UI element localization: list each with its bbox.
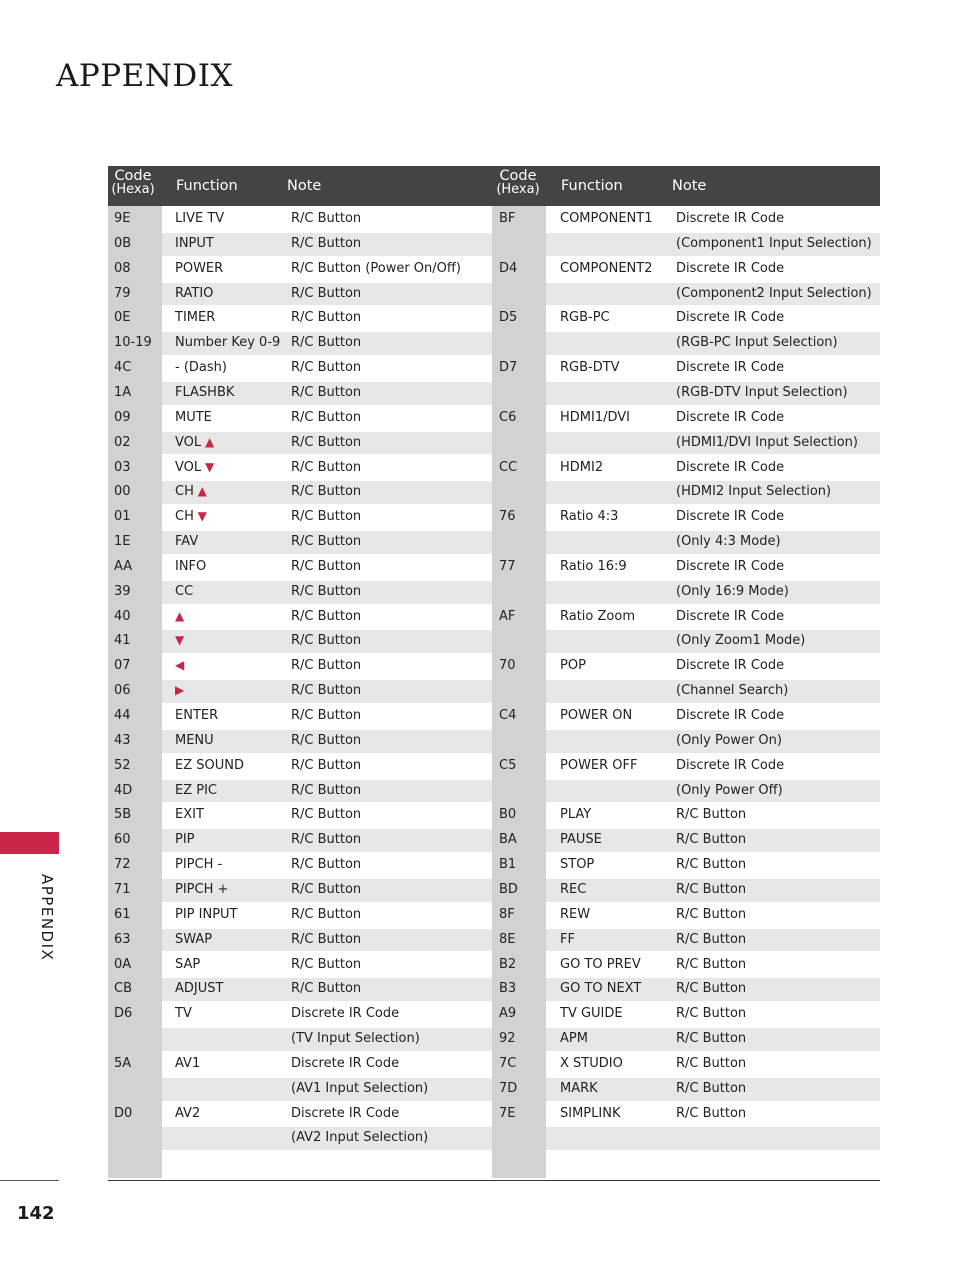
note-detail-cell: (AV2 Input Selection) bbox=[291, 1130, 429, 1146]
function-cell: APM bbox=[560, 1031, 588, 1047]
triangle-up-icon: ▲ bbox=[193, 484, 207, 499]
function-cell: TIMER bbox=[175, 310, 216, 326]
code-cell: C6 bbox=[499, 409, 517, 425]
code-cell: 52 bbox=[114, 757, 131, 773]
code-cell: 63 bbox=[114, 931, 131, 947]
side-section-label: APPENDIX bbox=[38, 874, 56, 962]
triangle-down-icon: ▼ bbox=[193, 509, 207, 524]
function-cell: AV2 bbox=[175, 1105, 201, 1121]
code-cell: C5 bbox=[499, 757, 517, 773]
note-cell: R/C Button bbox=[291, 459, 362, 475]
code-cell: 72 bbox=[114, 857, 131, 873]
note-cell: Discrete IR Code bbox=[676, 558, 785, 574]
note-cell: R/C Button bbox=[291, 757, 362, 773]
code-cell: D5 bbox=[499, 310, 518, 326]
note-cell: R/C Button bbox=[676, 881, 747, 897]
code-cell: 08 bbox=[114, 260, 131, 276]
code-cell: D6 bbox=[114, 1006, 133, 1022]
note-cell: R/C Button bbox=[291, 732, 362, 748]
note-cell: Discrete IR Code bbox=[676, 708, 785, 723]
note-detail-cell: (Only Power Off) bbox=[676, 782, 783, 798]
note-detail-cell: (RGB-DTV Input Selection) bbox=[676, 384, 848, 400]
note-detail-cell: (Only 16:9 Mode) bbox=[676, 583, 789, 599]
note-cell: R/C Button bbox=[291, 708, 362, 723]
function-cell: HDMI2 bbox=[560, 459, 604, 475]
note-cell: Discrete IR Code bbox=[676, 459, 785, 475]
note-cell: R/C Button bbox=[676, 931, 747, 947]
code-cell: 7E bbox=[499, 1105, 516, 1121]
note-detail-cell: (Component2 Input Selection) bbox=[676, 285, 872, 301]
note-cell: R/C Button bbox=[291, 384, 362, 400]
function-cell bbox=[175, 678, 184, 703]
note-detail-cell: (Only 4:3 Mode) bbox=[676, 534, 781, 550]
function-cell: INFO bbox=[175, 558, 207, 574]
footer-divider bbox=[0, 1180, 59, 1181]
note-cell: Discrete IR Code bbox=[676, 409, 785, 425]
header-code bbox=[108, 166, 158, 209]
code-cell: BF bbox=[499, 211, 516, 226]
code-cell: 61 bbox=[114, 906, 131, 922]
function-cell: ENTER bbox=[175, 708, 219, 723]
note-cell: Discrete IR Code bbox=[676, 757, 785, 773]
note-cell: R/C Button bbox=[291, 211, 362, 226]
code-cell: 02 bbox=[114, 434, 131, 450]
function-cell: Ratio 16:9 bbox=[560, 558, 627, 574]
code-cell: 01 bbox=[114, 509, 131, 525]
function-cell: GO TO PREV bbox=[560, 956, 641, 972]
side-tab-marker bbox=[0, 832, 59, 854]
note-cell: Discrete IR Code bbox=[291, 1055, 400, 1071]
code-cell: B0 bbox=[499, 807, 517, 823]
note-cell: Discrete IR Code bbox=[291, 1105, 400, 1121]
triangle-up-icon: ▲ bbox=[175, 608, 185, 623]
code-cell: 7D bbox=[499, 1080, 518, 1096]
function-cell: RGB-PC bbox=[560, 310, 610, 326]
function-cell: CH ▲ bbox=[175, 484, 207, 500]
triangle-left-icon: ◀ bbox=[175, 658, 185, 673]
note-cell: R/C Button bbox=[676, 906, 747, 922]
function-cell: Number Key 0-9 bbox=[175, 335, 281, 351]
function-cell: EXIT bbox=[175, 807, 204, 823]
function-cell: Ratio 4:3 bbox=[560, 509, 619, 525]
triangle-down-icon: ▼ bbox=[175, 633, 185, 648]
note-cell: R/C Button bbox=[291, 981, 362, 997]
note-cell: Discrete IR Code bbox=[676, 509, 785, 525]
function-cell: MENU bbox=[175, 732, 214, 748]
header-note-right: Note bbox=[672, 178, 707, 194]
code-cell: 5A bbox=[114, 1055, 132, 1071]
function-cell: Ratio Zoom bbox=[560, 608, 635, 624]
note-cell: R/C Button bbox=[676, 857, 747, 873]
note-detail-cell: (HDMI1/DVI Input Selection) bbox=[676, 434, 858, 450]
function-cell: STOP bbox=[560, 857, 595, 873]
code-cell: 0B bbox=[114, 235, 132, 251]
ir-code-table bbox=[108, 166, 880, 1178]
function-cell: SWAP bbox=[175, 931, 213, 947]
code-cell: 7C bbox=[499, 1055, 517, 1071]
note-cell: R/C Button bbox=[676, 1031, 747, 1047]
function-cell: POWER bbox=[175, 260, 224, 276]
code-cell: C4 bbox=[499, 708, 517, 723]
function-cell: REW bbox=[560, 906, 591, 922]
code-cell: 77 bbox=[499, 558, 516, 574]
function-cell: - (Dash) bbox=[175, 360, 227, 376]
function-cell: EZ SOUND bbox=[175, 757, 244, 773]
note-cell: R/C Button bbox=[291, 807, 362, 823]
header-hexa-label-right: (Hexa) bbox=[496, 182, 540, 197]
code-cell: 9E bbox=[114, 211, 131, 226]
note-cell: R/C Button bbox=[291, 360, 362, 376]
code-cell: 10-19 bbox=[114, 335, 152, 351]
code-cell: 71 bbox=[114, 881, 131, 897]
note-cell: R/C Button bbox=[676, 1105, 747, 1121]
code-cell: AA bbox=[114, 558, 133, 574]
function-cell: POP bbox=[560, 658, 586, 674]
function-cell: SAP bbox=[175, 956, 201, 972]
header-hexa-label: (Hexa) bbox=[111, 182, 155, 197]
code-cell: 44 bbox=[114, 708, 131, 723]
function-cell: REC bbox=[560, 881, 587, 897]
function-cell: FF bbox=[560, 931, 575, 947]
header-code-label: Code bbox=[114, 168, 152, 184]
code-cell: BD bbox=[499, 881, 518, 897]
function-cell: PIP INPUT bbox=[175, 906, 238, 922]
note-cell: R/C Button bbox=[291, 310, 362, 326]
function-cell: PAUSE bbox=[560, 832, 602, 848]
code-cell: 76 bbox=[499, 509, 516, 525]
header-function: Function bbox=[176, 178, 238, 194]
header-note: Note bbox=[287, 178, 322, 194]
note-cell: R/C Button bbox=[291, 633, 362, 649]
table-body bbox=[108, 206, 880, 1178]
function-cell: PLAY bbox=[560, 807, 592, 823]
note-cell: R/C Button bbox=[291, 956, 362, 972]
code-cell: 06 bbox=[114, 683, 131, 699]
function-cell: CC bbox=[175, 583, 194, 599]
code-cell: 0E bbox=[114, 310, 131, 326]
function-cell: ADJUST bbox=[175, 981, 224, 997]
code-cell: D7 bbox=[499, 360, 518, 376]
code-cell: 79 bbox=[114, 285, 131, 301]
function-cell: FLASHBK bbox=[175, 384, 235, 400]
code-cell: 40 bbox=[114, 608, 131, 624]
header-function-right: Function bbox=[561, 178, 623, 194]
note-cell: R/C Button bbox=[291, 608, 362, 624]
code-cell: D4 bbox=[499, 260, 518, 276]
function-cell bbox=[175, 604, 184, 629]
triangle-up-icon: ▲ bbox=[201, 434, 215, 449]
function-cell: TV GUIDE bbox=[560, 1006, 623, 1022]
code-cell: 00 bbox=[114, 484, 131, 500]
function-cell: COMPONENT1 bbox=[560, 211, 653, 226]
note-cell: R/C Button bbox=[291, 857, 362, 873]
code-cell: CB bbox=[114, 981, 132, 997]
note-cell: R/C Button bbox=[676, 832, 747, 848]
code-cell: B3 bbox=[499, 981, 517, 997]
function-cell: MARK bbox=[560, 1080, 598, 1096]
note-cell: Discrete IR Code bbox=[676, 260, 785, 276]
code-cell: AF bbox=[499, 608, 516, 624]
code-cell: 1A bbox=[114, 384, 132, 400]
code-cell: 4D bbox=[114, 782, 133, 798]
note-cell: Discrete IR Code bbox=[676, 310, 785, 326]
code-cell: 5B bbox=[114, 807, 132, 823]
function-cell: MUTE bbox=[175, 409, 212, 425]
table-header bbox=[108, 166, 880, 206]
code-cell: B1 bbox=[499, 857, 517, 873]
code-cell: A9 bbox=[499, 1006, 517, 1022]
code-cell: 0A bbox=[114, 956, 132, 972]
function-cell: LIVE TV bbox=[175, 211, 225, 226]
note-cell: R/C Button bbox=[291, 335, 362, 351]
function-cell: POWER OFF bbox=[560, 757, 638, 773]
note-cell: Discrete IR Code bbox=[676, 211, 785, 226]
note-cell: R/C Button bbox=[676, 956, 747, 972]
code-cell: 8F bbox=[499, 906, 515, 922]
function-cell: GO TO NEXT bbox=[560, 981, 642, 997]
code-cell: 43 bbox=[114, 732, 131, 748]
note-cell: R/C Button bbox=[676, 1055, 747, 1071]
function-cell: VOL ▲ bbox=[175, 434, 215, 450]
code-cell: 8E bbox=[499, 931, 516, 947]
function-cell: HDMI1/DVI bbox=[560, 409, 630, 425]
header-code-label-right: Code bbox=[499, 168, 537, 184]
note-cell: R/C Button bbox=[291, 906, 362, 922]
page-number: 142 bbox=[17, 1203, 55, 1224]
note-cell: R/C Button (Power On/Off) bbox=[291, 260, 461, 276]
note-detail-cell: (HDMI2 Input Selection) bbox=[676, 484, 832, 500]
function-cell bbox=[175, 653, 184, 678]
code-cell: D0 bbox=[114, 1105, 133, 1121]
note-detail-cell: (Only Zoom1 Mode) bbox=[676, 633, 806, 649]
function-cell: X STUDIO bbox=[560, 1055, 623, 1071]
code-cell: 1E bbox=[114, 534, 131, 550]
page-title: APPENDIX bbox=[56, 58, 234, 94]
function-cell: PIPCH - bbox=[175, 857, 223, 873]
code-cell: 41 bbox=[114, 633, 131, 649]
function-cell: PIP bbox=[175, 832, 195, 848]
function-cell: RATIO bbox=[175, 285, 214, 301]
note-cell: R/C Button bbox=[291, 658, 362, 674]
code-cell: CC bbox=[499, 459, 518, 475]
triangle-right-icon: ▶ bbox=[175, 683, 185, 698]
code-cell: 07 bbox=[114, 658, 131, 674]
note-cell: Discrete IR Code bbox=[676, 658, 785, 674]
note-cell: R/C Button bbox=[291, 534, 362, 550]
code-cell: 4C bbox=[114, 360, 132, 376]
note-cell: R/C Button bbox=[291, 881, 362, 897]
function-cell: TV bbox=[175, 1006, 192, 1022]
note-detail-cell: (AV1 Input Selection) bbox=[291, 1080, 429, 1096]
function-cell: FAV bbox=[175, 534, 199, 550]
note-cell: R/C Button bbox=[676, 807, 747, 823]
function-cell: VOL ▼ bbox=[175, 459, 215, 475]
note-cell: R/C Button bbox=[291, 235, 362, 251]
note-cell: Discrete IR Code bbox=[291, 1006, 400, 1022]
function-cell: POWER ON bbox=[560, 708, 633, 723]
note-cell: R/C Button bbox=[291, 683, 362, 699]
table-bottom-rule bbox=[108, 1180, 880, 1181]
note-detail-cell: (TV Input Selection) bbox=[291, 1031, 420, 1047]
code-cell: 60 bbox=[114, 832, 131, 848]
function-cell: PIPCH + bbox=[175, 881, 229, 897]
note-cell: R/C Button bbox=[291, 484, 362, 500]
function-cell: SIMPLINK bbox=[560, 1105, 621, 1121]
note-cell: R/C Button bbox=[291, 509, 362, 525]
note-cell: R/C Button bbox=[291, 931, 362, 947]
code-cell: 03 bbox=[114, 459, 131, 475]
function-cell bbox=[175, 628, 184, 653]
note-cell: R/C Button bbox=[291, 285, 362, 301]
note-cell: R/C Button bbox=[291, 832, 362, 848]
function-cell: RGB-DTV bbox=[560, 360, 620, 376]
function-cell: EZ PIC bbox=[175, 782, 218, 798]
note-cell: R/C Button bbox=[676, 1006, 747, 1022]
function-cell: INPUT bbox=[175, 235, 214, 251]
code-cell: B2 bbox=[499, 956, 517, 972]
header-code-right bbox=[493, 166, 543, 209]
function-cell: COMPONENT2 bbox=[560, 260, 653, 276]
note-cell: R/C Button bbox=[676, 981, 747, 997]
function-cell: CH ▼ bbox=[175, 509, 207, 525]
code-cell: 92 bbox=[499, 1031, 516, 1047]
note-detail-cell: (Channel Search) bbox=[676, 683, 789, 699]
note-detail-cell: (Component1 Input Selection) bbox=[676, 235, 872, 251]
note-detail-cell: (Only Power On) bbox=[676, 732, 782, 748]
note-cell: R/C Button bbox=[291, 409, 362, 425]
note-cell: Discrete IR Code bbox=[676, 608, 785, 624]
note-cell: R/C Button bbox=[291, 782, 362, 798]
code-cell: 09 bbox=[114, 409, 131, 425]
code-cell: 39 bbox=[114, 583, 131, 599]
function-cell: AV1 bbox=[175, 1055, 201, 1071]
code-cell: BA bbox=[499, 832, 517, 848]
note-cell: R/C Button bbox=[291, 434, 362, 450]
note-detail-cell: (RGB-PC Input Selection) bbox=[676, 335, 838, 351]
note-cell: R/C Button bbox=[291, 583, 362, 599]
note-cell: R/C Button bbox=[676, 1080, 747, 1096]
code-cell: 70 bbox=[499, 658, 516, 674]
triangle-down-icon: ▼ bbox=[201, 459, 215, 474]
note-cell: Discrete IR Code bbox=[676, 360, 785, 376]
note-cell: R/C Button bbox=[291, 558, 362, 574]
